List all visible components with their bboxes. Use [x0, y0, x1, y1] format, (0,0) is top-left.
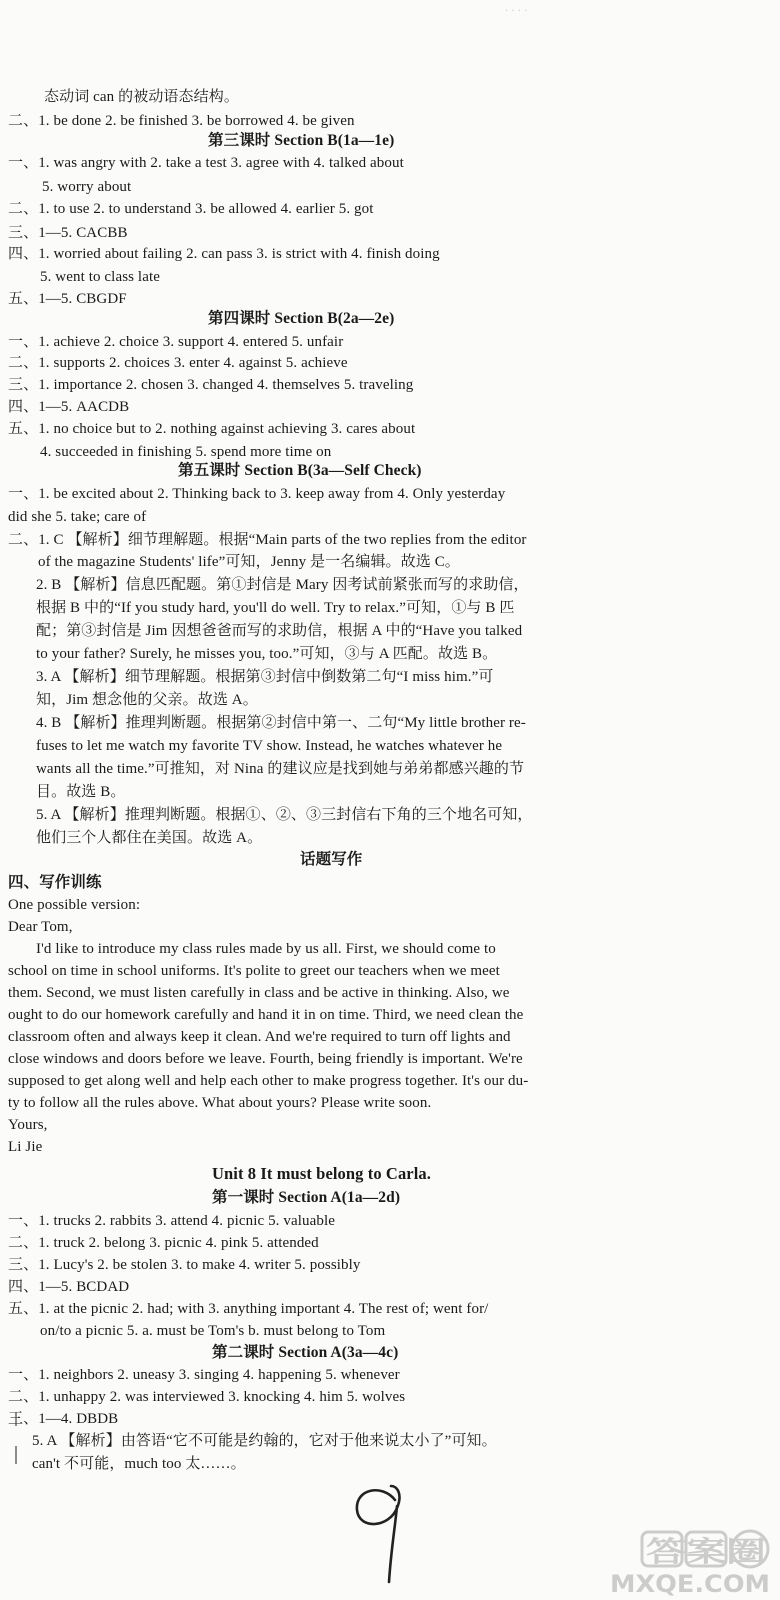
text-line: to your father? Surely, he misses you, too.”可知，③与 A 匹配。故选 B。	[36, 646, 498, 662]
text-line: classroom often and always keep it clean. And we're required to turn off lights and	[8, 1029, 511, 1045]
svg-text:答案圈: 答案圈	[646, 1535, 766, 1568]
section-heading: 第二课时 Section A(3a—4c)	[212, 1344, 399, 1361]
text-line: 一、1. was angry with 2. take a test 3. agree with 4. talked about	[8, 155, 404, 171]
section-heading: 第四课时 Section B(2a—2e)	[208, 310, 395, 327]
text-line: wants all the time.”可推知，对 Nina 的建议应是找到她与弟弟都感兴趣的节	[36, 761, 525, 777]
text-line: 3. A 【解析】细节理解题。根据第③封信中倒数第二句“I miss him.”可	[36, 669, 494, 685]
text-line: 5. A 【解析】推理判断题。根据①、②、③三封信右下角的三个地名可知，	[36, 807, 533, 823]
text-line: did she 5. take; care of	[8, 509, 147, 525]
text-line: I'd like to introduce my class rules made by us all. First, we should come to	[36, 941, 496, 957]
text-line: them. Second, we must listen carefully in class and be active in thinking. Also, we	[8, 985, 510, 1001]
unit-title: Unit 8 It must belong to Carla.	[212, 1164, 431, 1183]
text-line: 二、1. truck 2. belong 3. picnic 4. pink 5. attended	[8, 1235, 319, 1251]
text-line: on/to a picnic 5. a. must be Tom's b. must belong to Tom	[40, 1323, 386, 1339]
text-line: 2. B 【解析】信息匹配题。第①封信是 Mary 因考试前紧张而写的求助信，	[36, 577, 529, 593]
section-heading: 第五课时 Section B(3a—Self Check)	[178, 462, 422, 479]
text-line: 五、1. at the picnic 2. had; with 3. anything important 4. The rest of; went for/	[8, 1301, 489, 1317]
svg-text:MXQE.COM: MXQE.COM	[610, 1570, 770, 1598]
text-line: 五、1—5. CBGDF	[8, 291, 127, 307]
text-line: 知，Jim 想念他的父亲。故选 A。	[36, 692, 258, 708]
text-line: 三、1. importance 2. chosen 3. changed 4. themselves 5. traveling	[8, 377, 414, 393]
text-line: ought to do our homework carefully and hand it in on time. Third, we need clean the	[8, 1007, 524, 1023]
section-heading: 四、写作训练	[8, 874, 102, 891]
text-line: Yours,	[8, 1117, 48, 1133]
section-heading: 第三课时 Section B(1a—1e)	[208, 132, 395, 149]
text-line: 目。故选 B。	[36, 784, 126, 800]
top-scan-mark: · · · ·	[505, 6, 528, 17]
text-line: of the magazine Students' life”可知，Jenny 是一名编辑。故选 C。	[38, 554, 460, 570]
text-line: 四、1—5. AACDB	[8, 399, 130, 415]
text-line: 二、1. to use 2. to understand 3. be allowed 4. earlier 5. got	[8, 201, 374, 217]
section-heading: 第一课时 Section A(1a—2d)	[212, 1189, 401, 1206]
text-line: 态动词 can 的被动语态结构。	[44, 89, 239, 105]
text-line: 5. worry about	[42, 179, 132, 195]
text-line: 四、1. worried about failing 2. can pass 3. is strict with 4. finish doing	[8, 246, 440, 262]
text-line: fuses to let me watch my favorite TV show. Instead, he watches whatever he	[36, 738, 503, 754]
text-line: 二、1. unhappy 2. was interviewed 3. knocking 4. him 5. wolves	[8, 1389, 406, 1405]
text-line: 4. B 【解析】推理判断题。根据第②封信中第一、二句“My little brother re-	[36, 715, 526, 731]
text-line: school on time in school uniforms. It's polite to greet our teachers when we meet	[8, 963, 500, 979]
text-line: 三、1—4. DBDB	[8, 1411, 119, 1427]
text-line: Li Jie	[8, 1139, 43, 1155]
text-line: 二、1. be done 2. be finished 3. be borrowed 4. be given	[8, 113, 355, 129]
text-line: 5. went to class late	[40, 269, 160, 285]
text-line: close windows and doors before we leave. Fourth, being friendly is important. We're	[8, 1051, 523, 1067]
text-line: 五、1. no choice but to 2. nothing against achieving 3. cares about	[8, 421, 416, 437]
text-line: 他们三个人都住在美国。故选 A。	[36, 830, 263, 846]
text-line: 一、1. be excited about 2. Thinking back to 3. keep away from 4. Only yesterday	[8, 486, 506, 502]
text-line: can't 不可能，much too 太……。	[32, 1456, 246, 1472]
text-line: 一、1. achieve 2. choice 3. support 4. entered 5. unfair	[8, 334, 344, 350]
text-line: 配；第③封信是 Jim 因想爸爸而写的求助信，根据 A 中的“Have you talked	[36, 623, 523, 639]
section-heading: 话题写作	[300, 851, 363, 868]
text-line: 二、1. C 【解析】细节理解题。根据“Main parts of the two replies from the editor	[8, 532, 527, 548]
text-line: 根据 B 中的“If you study hard, you'll do well. Try to relax.”可知，①与 B 匹	[36, 600, 515, 616]
text-line: 一、1. trucks 2. rabbits 3. attend 4. picnic 5. valuable	[8, 1213, 335, 1229]
text-line: ty to follow all the rules above. What about yours? Please write soon.	[8, 1095, 432, 1111]
text-line: supposed to get along well and help each other to make progress together. It's our du-	[8, 1073, 529, 1089]
margin-scan-mark	[14, 1412, 18, 1464]
text-line: 一、1. neighbors 2. uneasy 3. singing 4. happening 5. whenever	[8, 1367, 400, 1383]
text-line: One possible version:	[8, 897, 141, 913]
text-line: 三、1—5. CACBB	[8, 225, 128, 241]
text-line: 二、1. supports 2. choices 3. enter 4. against 5. achieve	[8, 355, 348, 371]
text-line: 4. succeeded in finishing 5. spend more time on	[40, 444, 332, 460]
handwritten-page-number	[345, 1478, 415, 1588]
text-line: 三、1. Lucy's 2. be stolen 3. to make 4. writer 5. possibly	[8, 1257, 361, 1273]
text-line: Dear Tom,	[8, 919, 73, 935]
text-line: 5. A 【解析】由答语“它不可能是约翰的，它对于他来说太小了”可知。	[32, 1433, 497, 1449]
text-line: 四、1—5. BCDAD	[8, 1279, 130, 1295]
watermark-logo	[590, 1528, 775, 1598]
